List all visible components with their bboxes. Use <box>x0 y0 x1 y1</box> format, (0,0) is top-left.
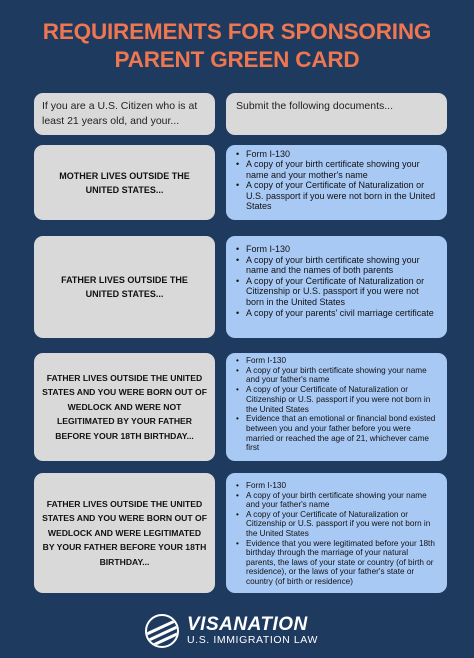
document-item: • A copy of your birth certificate showing your name and your mother's name <box>236 159 439 180</box>
page-title-line-2: PARENT GREEN CARD <box>114 47 360 72</box>
footer-logo <box>145 614 318 648</box>
documents-card-mother <box>226 145 447 220</box>
documents-card-father <box>226 236 447 338</box>
condition-card-legitimated <box>34 473 215 593</box>
document-list <box>236 244 439 318</box>
documents-card-not-legitimated <box>226 353 447 461</box>
document-item: • A copy of your birth certificate showing your name and the names of both parents <box>236 255 439 276</box>
visanation-logo-icon <box>145 614 179 648</box>
footer-brand <box>187 615 318 647</box>
document-list <box>236 149 439 211</box>
document-item: • Form I-130 <box>236 244 439 255</box>
condition-card-mother <box>34 145 215 220</box>
document-item: • A copy of your birth certificate showing your name and your father's name <box>236 366 439 385</box>
header-documents-card <box>226 93 447 135</box>
condition-text: FATHER LIVES OUTSIDE THE UNITED STATES... <box>61 275 188 299</box>
document-list <box>236 356 439 453</box>
document-item: • A copy of your Certificate of Naturalization or U.S. passport if you were not born in the United States <box>236 180 439 211</box>
document-item: • Evidence that an emotional or financial bond existed between you and your father before you were married or reached the age of 21, whichever came first <box>236 414 439 453</box>
header-condition-card <box>34 93 215 135</box>
header-condition-text: If you are a U.S. Citizen who is at least 21 years old, and your... <box>42 100 198 127</box>
document-item: • A copy of your Certificate of Naturalization or Citizenship or U.S. passport if you were not born in the United States <box>236 276 439 308</box>
brand-name: VISANATION <box>187 614 308 635</box>
condition-card-not-legitimated <box>34 353 215 461</box>
document-item: • A copy of your Certificate of Naturalization or Citizenship or U.S. passport if you were not born in the United States <box>236 510 439 539</box>
header-documents-text: Submit the following documents... <box>236 100 393 112</box>
page-title-line-1: REQUIREMENTS FOR SPONSORING <box>42 19 432 44</box>
condition-text: FATHER LIVES OUTSIDE THE UNITED STATES AND YOU WERE BORN OUT OF WEDLOCK AND WERE LEGITIMATED BY YOUR FATHER BEFORE YOUR 18TH BIRTHDAY... <box>42 498 207 567</box>
document-item: • A copy of your birth certificate showing your name and your father's name <box>236 491 439 510</box>
page-title <box>0 18 474 74</box>
document-item: • A copy of your Certificate of Naturalization or Citizenship or U.S. passport if you were not born in the United States <box>236 385 439 414</box>
condition-text: MOTHER LIVES OUTSIDE THE UNITED STATES... <box>59 170 190 195</box>
document-item: • Evidence that you were legitimated before your 18th birthday through the marriage of your natural parents, the laws of your state or country (of birth or residence), or the laws of your father's state or country (of birth or residence) <box>236 539 439 587</box>
documents-card-legitimated <box>226 473 447 593</box>
condition-text: FATHER LIVES OUTSIDE THE UNITED STATES AND YOU WERE BORN OUT OF WEDLOCK AND WERE NOT LEGITIMATED BY YOUR FATHER BEFORE YOUR 18TH BIRTHDAY... <box>42 372 207 441</box>
document-item: • A copy of your parents' civil marriage certificate <box>236 308 439 319</box>
brand-tagline: U.S. IMMIGRATION LAW <box>187 634 319 646</box>
document-item: • Form I-130 <box>236 149 439 159</box>
document-item: • Form I-130 <box>236 481 439 491</box>
document-list <box>236 481 439 587</box>
condition-card-father <box>34 236 215 338</box>
document-item: • Form I-130 <box>236 356 439 366</box>
